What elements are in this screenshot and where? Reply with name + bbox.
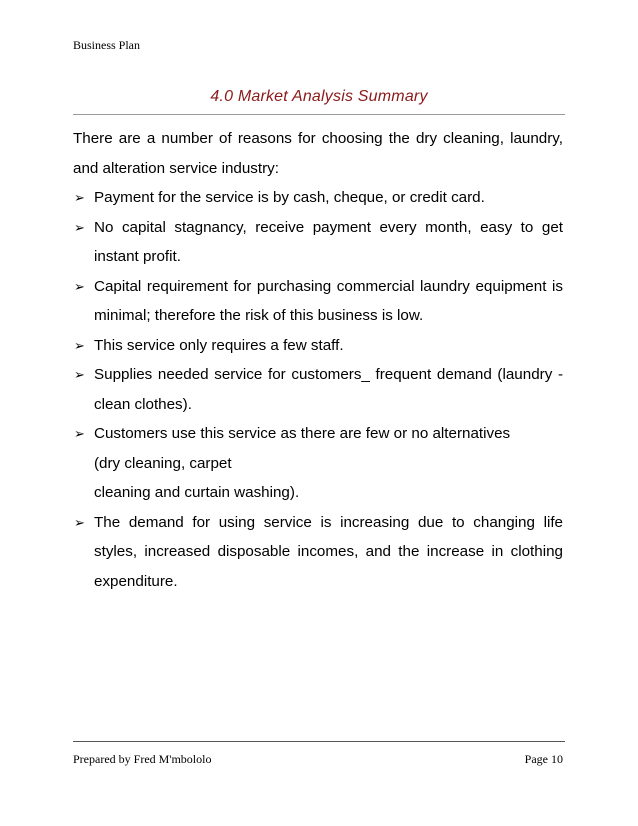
list-item bbox=[73, 183, 563, 213]
list-item-text: This service only requires a few staff. bbox=[94, 336, 344, 354]
arrow-bullet-icon: ➢ bbox=[74, 514, 85, 530]
list-item-text: (dry cleaning, carpet bbox=[94, 454, 232, 472]
list-item-text: Payment for the service is by cash, cheque, or credit card. bbox=[94, 189, 485, 206]
page-number: Page 10 bbox=[524, 752, 563, 766]
list-item bbox=[73, 419, 563, 508]
footer-author: Prepared by Fred M'mbololo bbox=[73, 752, 212, 766]
list-item bbox=[73, 508, 563, 597]
list-item-text: Capital requirement for purchasing commercial laundry equipment is minimal; therefore the risk of this business is low. bbox=[94, 277, 563, 324]
list-item bbox=[73, 213, 563, 272]
footer-divider bbox=[73, 741, 565, 742]
arrow-bullet-icon: ➢ bbox=[74, 278, 85, 294]
arrow-bullet-icon: ➢ bbox=[74, 426, 85, 441]
arrow-bullet-icon: ➢ bbox=[74, 337, 85, 353]
arrow-bullet-icon: ➢ bbox=[74, 367, 85, 382]
list-item-text: Supplies needed service for customers_ frequent demand (laundry - clean clothes). bbox=[94, 366, 563, 413]
page-header: Business Plan bbox=[73, 38, 141, 52]
list-item bbox=[73, 331, 563, 361]
list-item bbox=[73, 272, 563, 331]
title-divider bbox=[73, 114, 565, 115]
list-item-text: The demand for using service is increasing due to changing life styles, increased disposable incomes, and the increase in clothing expenditure. bbox=[94, 513, 563, 590]
intro-paragraph: There are a number of reasons for choosing the dry cleaning, laundry, and alteration service industry: bbox=[73, 130, 563, 177]
reasons-list bbox=[73, 183, 563, 596]
list-item-text: Customers use this service as there are few or no alternatives bbox=[94, 425, 511, 442]
list-item bbox=[73, 360, 563, 419]
section-title: 4.0 Market Analysis Summary bbox=[210, 88, 428, 105]
list-item-text: No capital stagnancy, receive payment every month, easy to get instant profit. bbox=[94, 218, 563, 265]
arrow-bullet-icon: ➢ bbox=[74, 219, 85, 235]
arrow-bullet-icon: ➢ bbox=[74, 190, 85, 205]
document-body bbox=[73, 124, 563, 596]
list-item-text: cleaning and curtain washing). bbox=[94, 484, 300, 501]
